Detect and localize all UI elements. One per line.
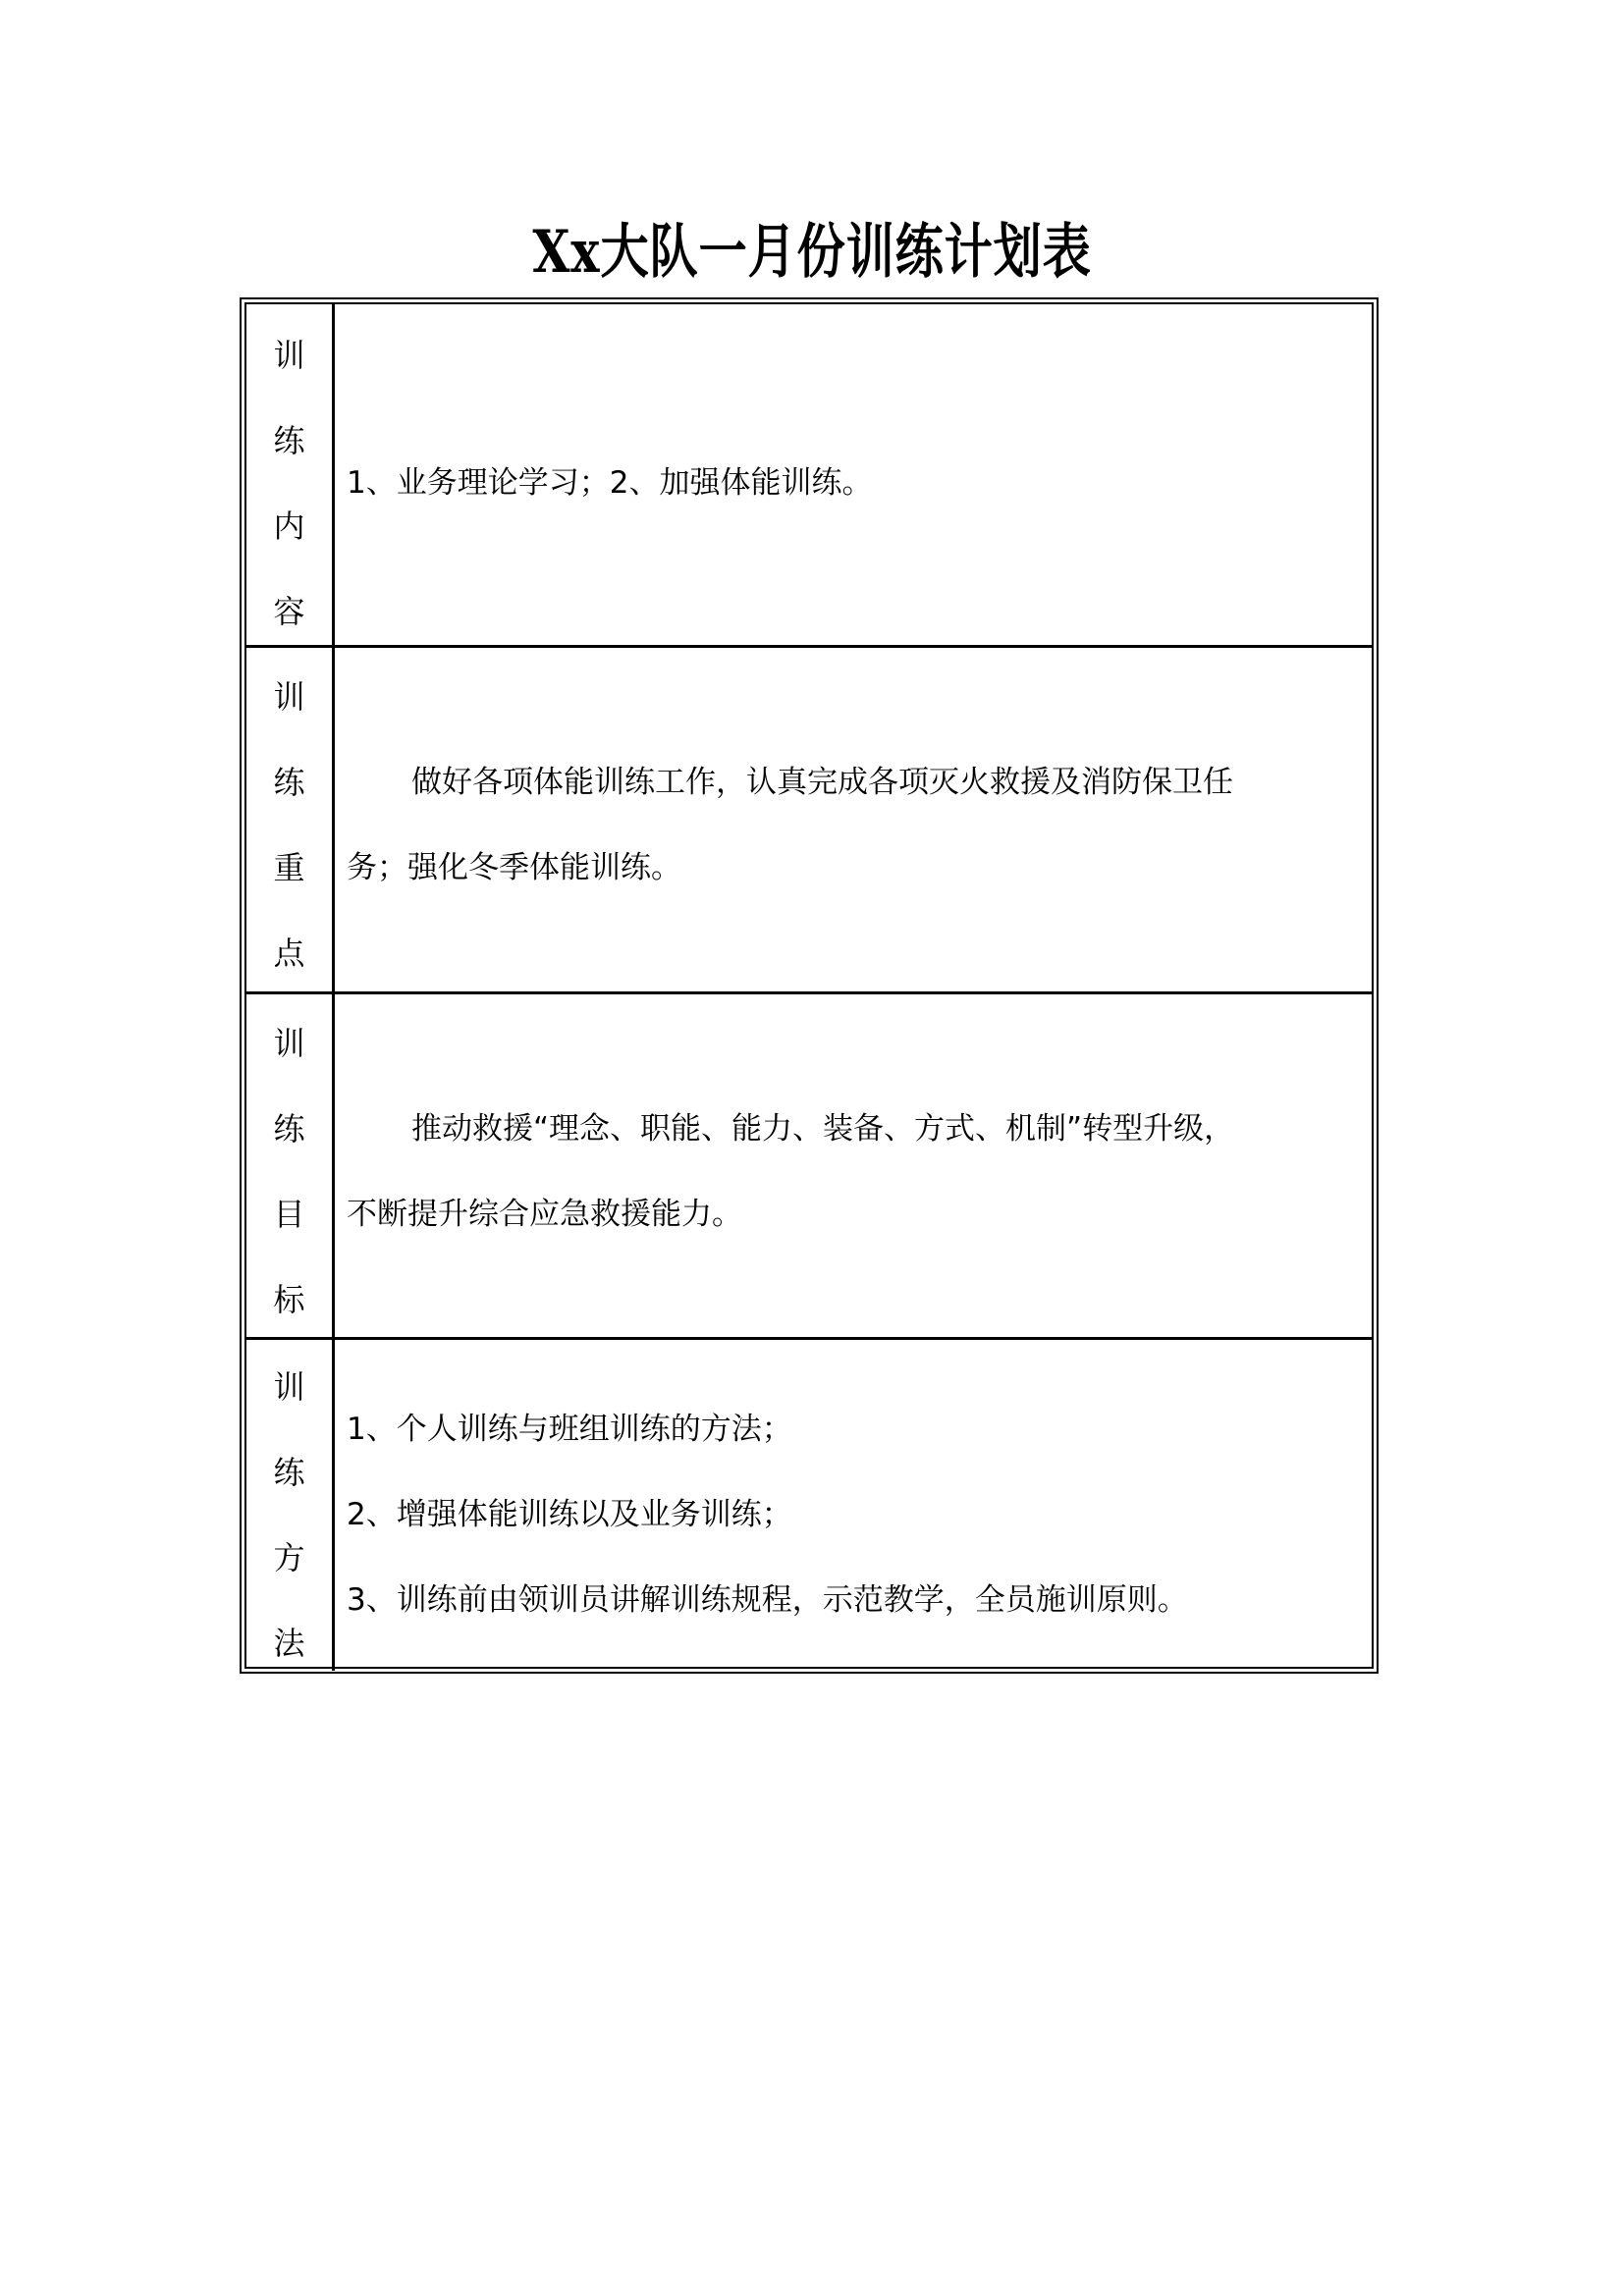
row-training-focus — [246, 648, 1372, 994]
row-training-method — [246, 1340, 1372, 1671]
row-training-goal — [246, 994, 1372, 1340]
label-char: 练 — [273, 1454, 305, 1491]
content-line: 3、训练前由领训员讲解训练规程，示范教学，全员施训原则。 — [347, 1582, 1188, 1618]
label-char: 训 — [273, 678, 305, 716]
label-char: 训 — [273, 1025, 305, 1062]
label-cell-training-goal — [246, 994, 335, 1337]
label-char: 训 — [273, 337, 305, 374]
label-char: 法 — [273, 1625, 305, 1662]
label-char: 重 — [273, 849, 305, 886]
label-char: 内 — [273, 507, 305, 545]
label-char: 方 — [273, 1539, 305, 1576]
row-training-content — [246, 304, 1372, 648]
content-line: 2、增强体能训练以及业务训练； — [347, 1497, 792, 1532]
content-cell-training-content — [335, 304, 1372, 645]
label-char: 练 — [273, 422, 305, 459]
document-title: Xx大队一月份训练计划表 — [532, 218, 1092, 287]
label-char: 训 — [273, 1368, 305, 1406]
content-line: 1、业务理论学习；2、加强体能训练。 — [347, 465, 873, 501]
content-line: 做好各项体能训练工作，认真完成各项灭火救援及消防保卫任 — [411, 765, 1233, 800]
content-cell-training-goal — [335, 994, 1372, 1337]
content-cell-training-focus — [335, 648, 1372, 991]
label-char: 目 — [273, 1196, 305, 1233]
content-line: 1、个人训练与班组训练的方法； — [347, 1412, 792, 1447]
label-cell-training-focus — [246, 648, 335, 991]
training-plan-table — [240, 297, 1379, 1674]
label-char: 练 — [273, 764, 305, 801]
content-line: 不断提升综合应急救援能力。 — [347, 1197, 742, 1232]
content-line: 务；强化冬季体能训练。 — [347, 850, 681, 885]
label-char: 点 — [273, 934, 305, 972]
table-inner-border — [244, 302, 1374, 1669]
label-char: 容 — [273, 593, 305, 630]
label-cell-training-method — [246, 1340, 335, 1671]
label-char: 标 — [273, 1281, 305, 1318]
content-cell-training-method — [335, 1340, 1372, 1671]
label-char: 练 — [273, 1110, 305, 1148]
label-cell-training-content — [246, 304, 335, 645]
content-line: 推动救援“理念、职能、能力、装备、方式、机制”转型升级， — [411, 1111, 1235, 1147]
